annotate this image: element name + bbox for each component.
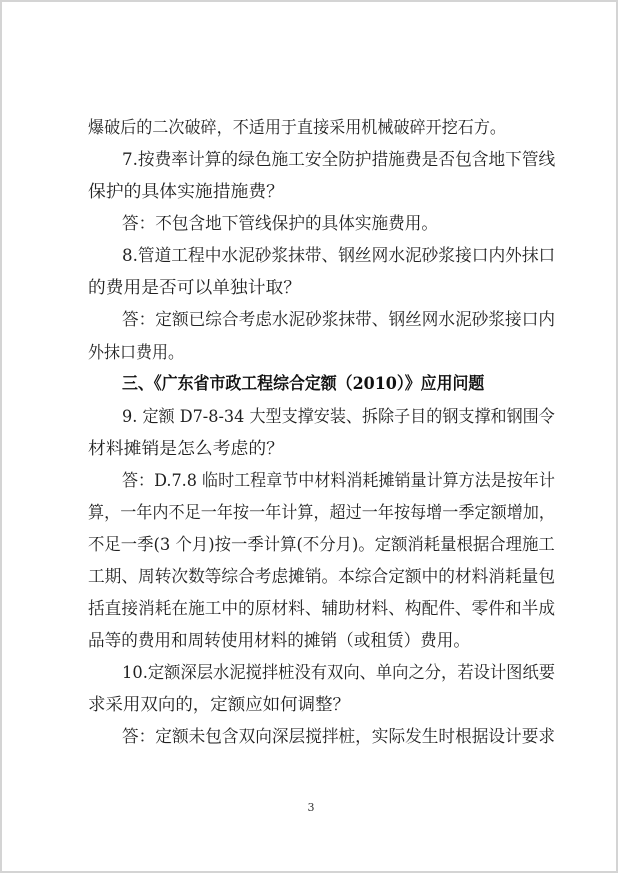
text-line: 爆破后的二次破碎，不适用于直接采用机械破碎开挖石方。 [88, 118, 506, 138]
text-line: 答：定额未包含双向深层搅拌桩，实际发生时根据设计要求 [122, 727, 555, 747]
text-line: 求采用双向的，定额应如何调整？ [88, 695, 350, 715]
text-line: 工期、周转次数等综合考虑摊销。本综合定额中的材料消耗量包 [88, 567, 555, 587]
text-line: 保护的具体实施措施费？ [88, 182, 284, 202]
page-number: 3 [307, 801, 315, 814]
text-line: 括直接消耗在施工中的原材料、辅助材料、构配件、零件和半成 [88, 599, 555, 619]
text-line: 外抹口费用。 [88, 343, 184, 363]
text-line: 7.按费率计算的绿色施工安全防护措施费是否包含地下管线 [122, 150, 556, 170]
text-line: 不足一季(3 个月)按一季计算(不分月)。定额消耗量根据合理施工 [88, 535, 555, 555]
text-line: 算，一年内不足一年按一年计算，超过一年按每增一季定额增加， [88, 503, 555, 523]
text-line: 9. 定额 D7-8-34 大型支撑安装、拆除子目的钢支撑和钢围令 [122, 407, 555, 427]
text-line: 10.定额深层水泥搅拌桩没有双向、单向之分，若设计图纸要 [122, 663, 556, 683]
text-line: 的费用是否可以单独计取？ [88, 278, 301, 298]
text-line: 答：定额已综合考虑水泥砂浆抹带、钢丝网水泥砂浆接口内 [122, 310, 555, 330]
text-line: 材料摊销是怎么考虑的？ [88, 439, 284, 459]
text-line: 答：D.7.8 临时工程章节中材料消耗摊销量计算方法是按年计 [122, 471, 555, 491]
text-line: 品等的费用和周转使用材料的摊销（或租赁）费用。 [88, 631, 470, 651]
text-line: 答：不包含地下管线保护的具体实施费用。 [122, 214, 438, 234]
section-heading: 三、《广东省市政工程综合定额（2010）》应用问题 [122, 374, 485, 394]
text-line: 8.管道工程中水泥砂浆抹带、钢丝网水泥砂浆接口内外抹口 [122, 246, 556, 266]
